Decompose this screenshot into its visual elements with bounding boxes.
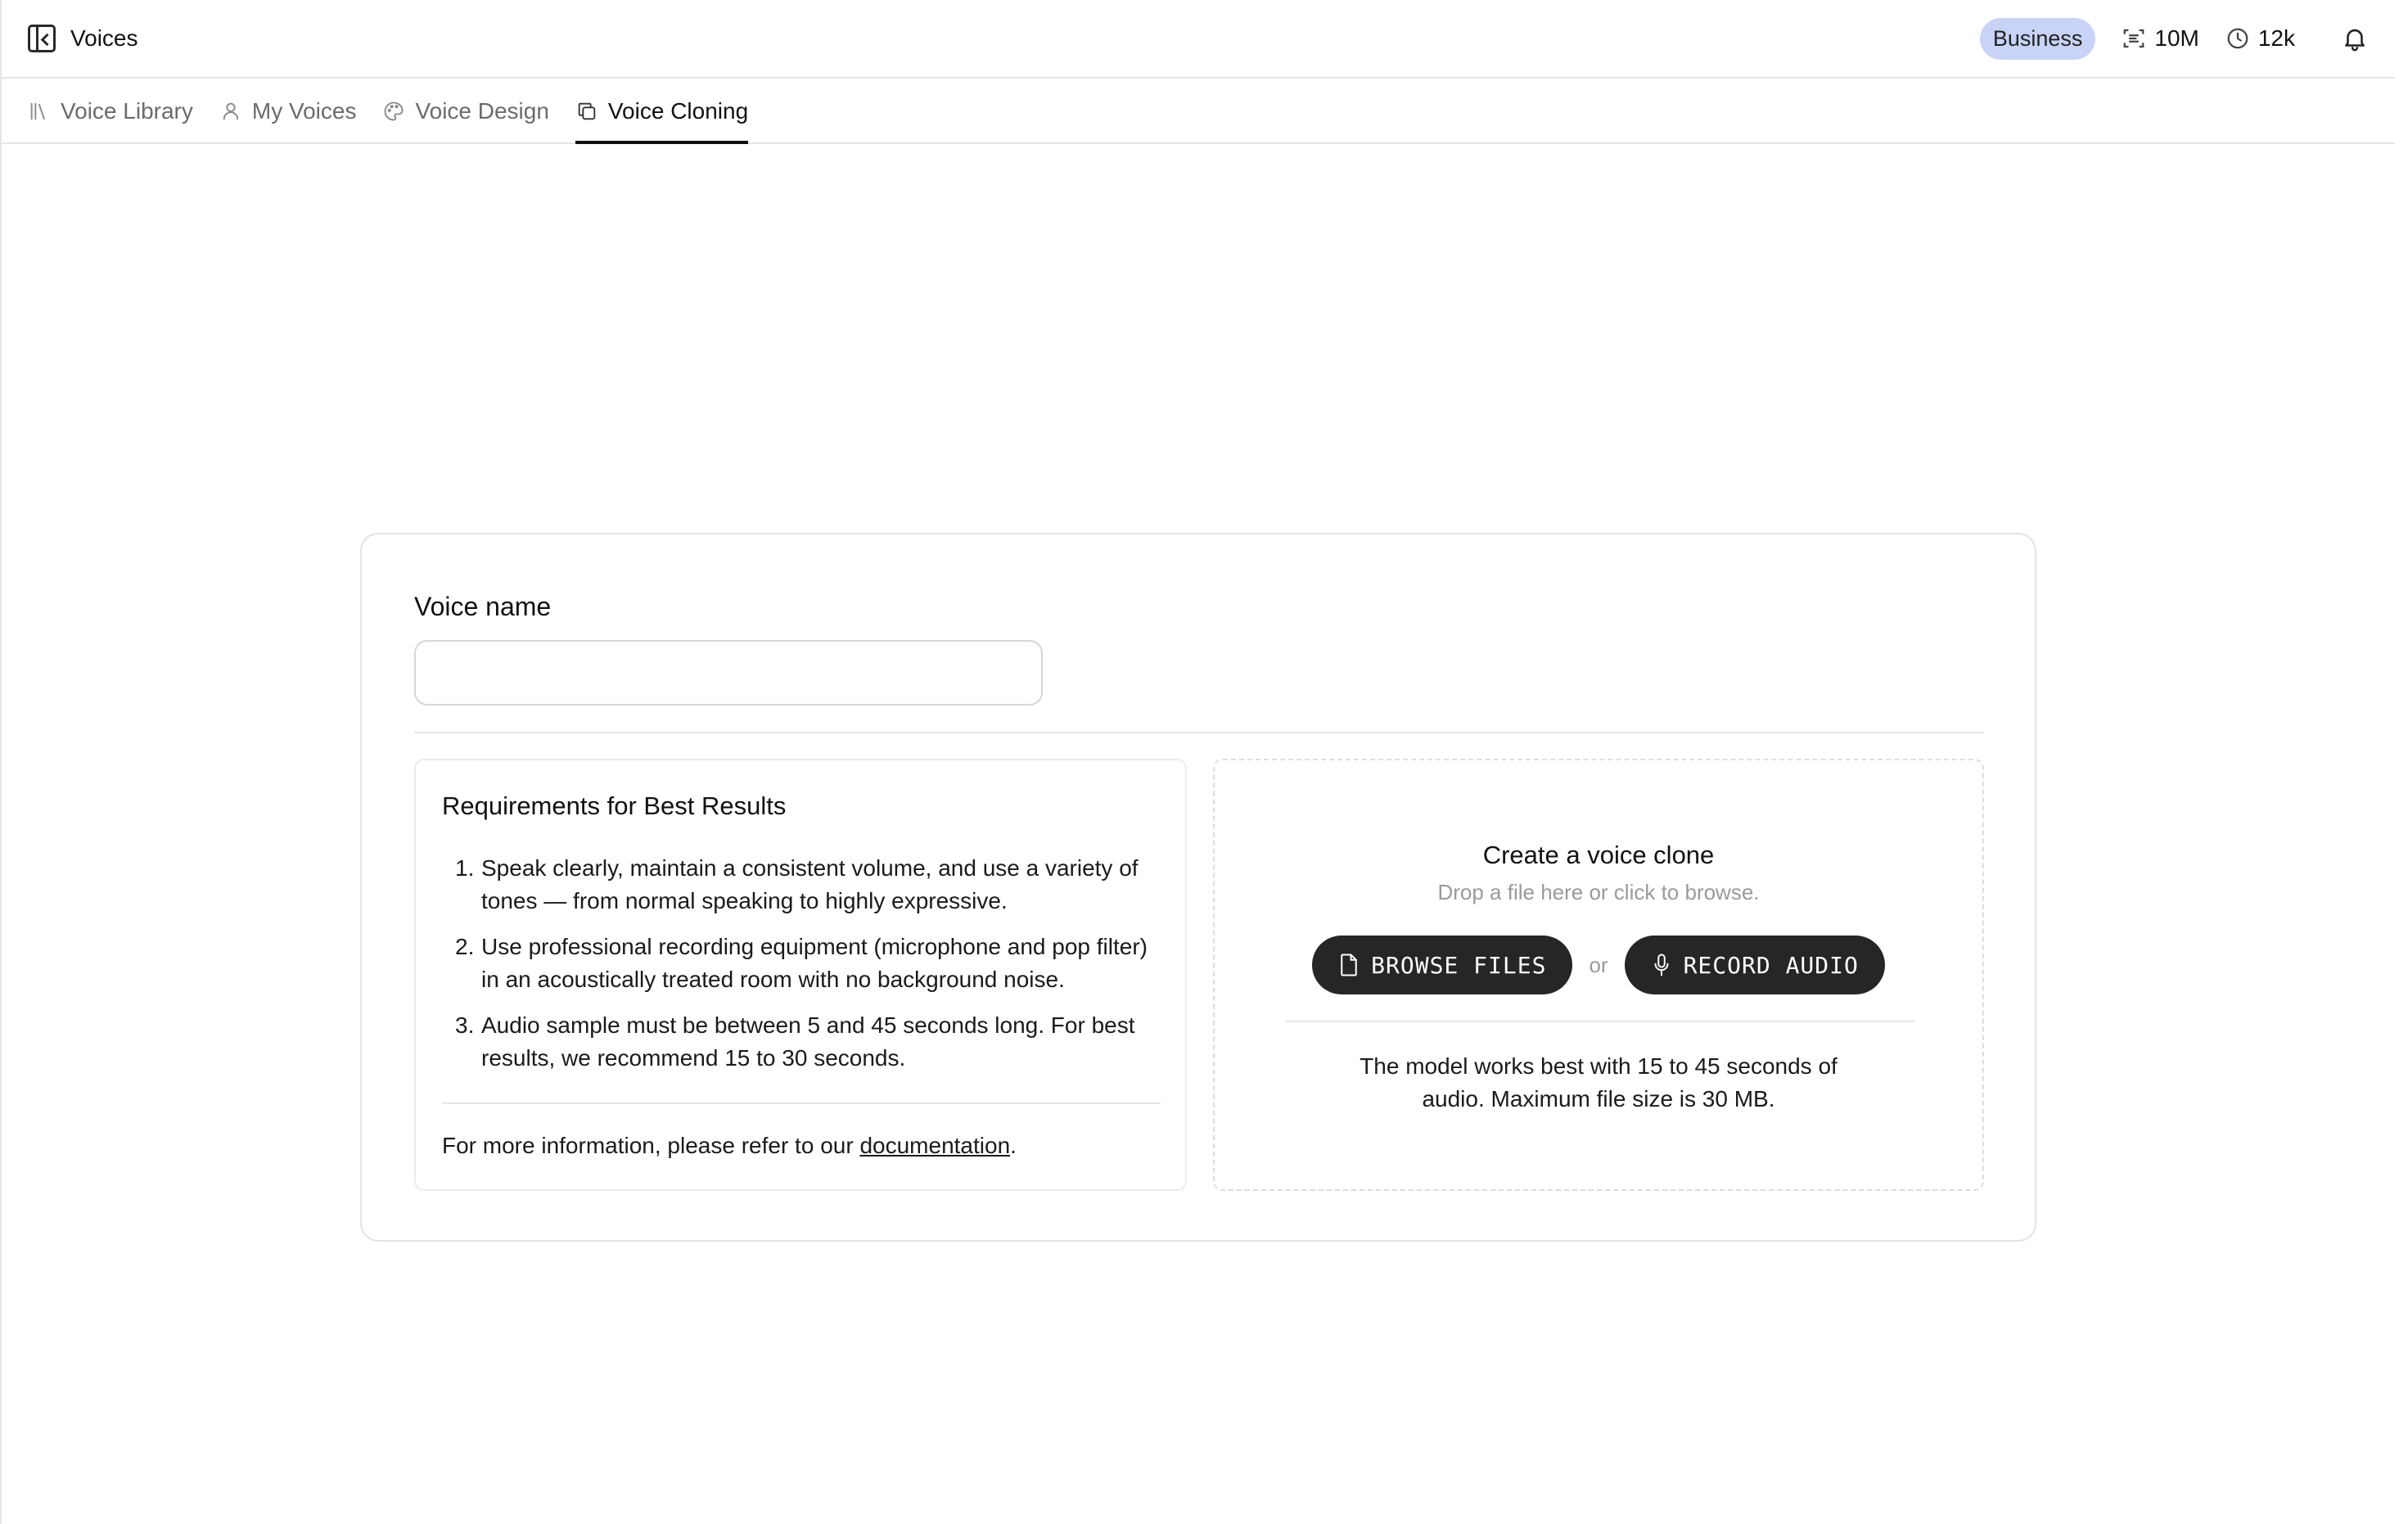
- upload-note: [1215, 1050, 1982, 1116]
- top-bar: [2, 0, 2395, 79]
- tab-label: Voice Library: [61, 98, 193, 124]
- text-scan-icon: [2122, 26, 2146, 51]
- tab-voice-library[interactable]: [28, 80, 193, 142]
- voice-name-input[interactable]: [414, 640, 1043, 706]
- browse-files-label: BROWSE FILES: [1371, 951, 1547, 979]
- requirement-item: Audio sample must be between 5 and 45 seconds long. For best results, we recommend 15 to 30 seconds.: [481, 1012, 1135, 1071]
- divider: [1285, 1021, 1915, 1022]
- tab-my-voices[interactable]: [219, 80, 357, 142]
- requirements-footer: [442, 1133, 1017, 1159]
- palette-icon: [382, 100, 405, 123]
- tab-voice-cloning[interactable]: [575, 80, 748, 142]
- or-separator: or: [1589, 952, 1608, 977]
- page-title: Voices: [70, 25, 138, 51]
- upload-note-text: The model works best with 15 to 45 seconds of audio. Maximum file size is 30 MB.: [1360, 1053, 1838, 1111]
- divider: [414, 732, 1984, 733]
- characters-stat[interactable]: [2122, 25, 2198, 52]
- documentation-link[interactable]: documentation: [859, 1133, 1011, 1158]
- tab-bar: [2, 80, 2395, 144]
- time-stat-value: 12k: [2257, 25, 2295, 51]
- upload-actions: [1215, 936, 1982, 994]
- top-bar-left: [28, 25, 138, 52]
- characters-stat-value: 10M: [2154, 25, 2199, 51]
- requirements-title: Requirements for Best Results: [442, 791, 787, 820]
- requirement-item: Use professional recording equipment (microphone and pop filter) in an acoustically treated room with no background noise.: [481, 934, 1148, 992]
- requirements-list: [442, 852, 1162, 1088]
- clock-icon: [2225, 26, 2250, 51]
- requirement-item: Speak clearly, maintain a consistent volume, and use a variety of tones — from normal speaking to highly expressive.: [481, 855, 1139, 913]
- record-audio-label: RECORD AUDIO: [1683, 951, 1859, 979]
- footer-prefix: For more information, please refer to our: [442, 1133, 860, 1158]
- requirements-panel: [414, 759, 1187, 1191]
- copy-icon: [575, 100, 598, 123]
- time-stat[interactable]: [2225, 25, 2295, 52]
- divider: [442, 1102, 1161, 1104]
- tab-voice-design[interactable]: [382, 80, 548, 142]
- tab-label: My Voices: [251, 98, 357, 124]
- top-bar-right: [1980, 18, 2369, 60]
- bell-icon[interactable]: [2341, 25, 2369, 52]
- tab-label: Voice Cloning: [607, 98, 749, 124]
- browse-files-button[interactable]: [1312, 936, 1572, 994]
- microphone-icon: [1651, 953, 1672, 977]
- drop-zone-subtitle: Drop a file here or click to browse.: [1437, 880, 1760, 904]
- user-icon: [219, 100, 242, 123]
- record-audio-button[interactable]: [1625, 936, 1885, 994]
- file-drop-zone[interactable]: [1213, 759, 1984, 1191]
- library-icon: [28, 100, 51, 123]
- tab-label: Voice Design: [415, 98, 549, 124]
- drop-zone-title: Create a voice clone: [1482, 841, 1715, 869]
- plan-badge[interactable]: Business: [1980, 18, 2096, 60]
- footer-suffix: .: [1010, 1133, 1017, 1158]
- voice-name-label: Voice name: [414, 592, 552, 621]
- file-icon: [1338, 953, 1360, 977]
- sidebar-toggle-icon[interactable]: [28, 25, 56, 52]
- voice-clone-card: [360, 533, 2036, 1242]
